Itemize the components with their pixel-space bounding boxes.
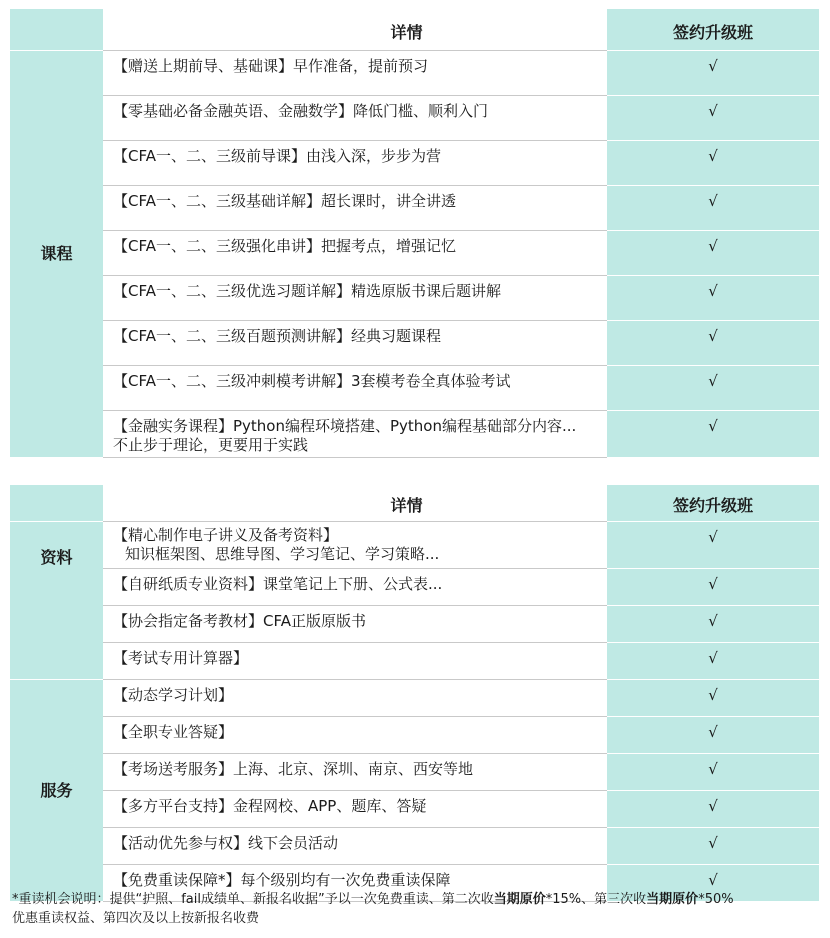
category-materials-label: 资料	[40, 547, 73, 567]
table-row	[10, 679, 819, 716]
table-row	[10, 410, 819, 457]
footnote-line2: 优惠重读权益、第四次及以上按新报名收费	[12, 911, 260, 926]
table-row	[10, 365, 819, 410]
check-mark: √	[607, 521, 819, 568]
table-row	[10, 185, 819, 230]
table-row	[10, 716, 819, 753]
header-plan: 签约升级班	[607, 9, 819, 51]
row-detail-line1: 【金融实务课程】Python编程环境搭建、Python编程基础部分内容...	[113, 416, 577, 435]
row-detail: 【协会指定备考教材】CFA正版原版书	[103, 605, 607, 642]
row-detail: 【多方平台支持】金程网校、APP、题库、答疑	[103, 790, 607, 827]
row-detail-line2: 不止步于理论，更要用于实践	[113, 435, 309, 454]
table-header-row	[10, 9, 819, 51]
check-mark: √	[607, 864, 819, 901]
row-detail: 【CFA一、二、三级前导课】由浅入深，步步为营	[103, 140, 607, 185]
row-detail: 【考场送考服务】上海、北京、深圳、南京、西安等地	[103, 753, 607, 790]
table-row	[10, 790, 819, 827]
header-blank-cell	[10, 9, 103, 51]
check-mark: √	[607, 679, 819, 716]
table-row	[10, 568, 819, 605]
row-detail-line2: 知识框架图、思维导图、学习笔记、学习策略...	[125, 544, 440, 563]
table-row	[10, 521, 819, 568]
footnote-bold1: 当期原价	[493, 892, 546, 907]
footnote-bold2: 当期原价	[646, 892, 699, 907]
row-detail-multiline	[103, 410, 607, 457]
header-detail: 详情	[103, 9, 607, 51]
table-row	[10, 320, 819, 365]
footnote-part1: *重读机会说明：提供“护照、fail成绩单、新报名收据”予以一次免费重读、第二次收	[12, 892, 494, 907]
table-row	[10, 827, 819, 864]
row-detail: 【考试专用计算器】	[103, 642, 607, 679]
footnote-part2: *15%、第三次收	[545, 892, 647, 907]
check-mark: √	[607, 790, 819, 827]
check-mark: √	[607, 827, 819, 864]
check-mark: √	[607, 140, 819, 185]
row-detail: 【免费重读保障*】每个级别均有一次免费重读保障	[103, 864, 607, 901]
check-mark: √	[607, 185, 819, 230]
footnote-part3: *50%	[698, 892, 734, 907]
retake-footnote	[12, 890, 818, 928]
row-detail-multiline	[103, 521, 607, 568]
row-detail: 【活动优先参与权】线下会员活动	[103, 827, 607, 864]
header-plan: 签约升级班	[607, 485, 819, 522]
row-detail: 【零基础必备金融英语、金融数学】降低门槛、顺利入门	[103, 95, 607, 140]
table-row	[10, 275, 819, 320]
row-detail: 【全职专业答疑】	[103, 716, 607, 753]
row-detail: 【CFA一、二、三级冲刺模考讲解】3套模考卷全真体验考试	[103, 365, 607, 410]
row-detail: 【CFA一、二、三级基础详解】超长课时，讲全讲透	[103, 185, 607, 230]
table-row	[10, 50, 819, 95]
table-row	[10, 95, 819, 140]
check-mark: √	[607, 716, 819, 753]
course-table	[10, 8, 819, 458]
row-detail: 【CFA一、二、三级强化串讲】把握考点，增强记忆	[103, 230, 607, 275]
table-row	[10, 753, 819, 790]
check-mark: √	[607, 275, 819, 320]
category-course: 课程	[10, 50, 103, 457]
check-mark: √	[607, 568, 819, 605]
check-mark: √	[607, 753, 819, 790]
header-detail: 详情	[103, 485, 607, 522]
row-detail-line1: 【精心制作电子讲义及备考资料】	[113, 525, 339, 544]
check-mark: √	[607, 605, 819, 642]
row-detail: 【CFA一、二、三级百题预测讲解】经典习题课程	[103, 320, 607, 365]
check-mark: √	[607, 365, 819, 410]
row-detail: 【自研纸质专业资料】课堂笔记上下册、公式表...	[103, 568, 607, 605]
check-mark: √	[607, 50, 819, 95]
check-mark: √	[607, 230, 819, 275]
category-services: 服务	[10, 679, 103, 901]
materials-services-table	[10, 484, 819, 902]
row-detail: 【CFA一、二、三级优选习题详解】精选原版书课后题讲解	[103, 275, 607, 320]
row-detail: 【赠送上期前导、基础课】早作准备，提前预习	[103, 50, 607, 95]
category-materials	[10, 521, 103, 679]
table-row	[10, 140, 819, 185]
check-mark: √	[607, 95, 819, 140]
header-blank-cell	[10, 485, 103, 522]
table-row	[10, 642, 819, 679]
check-mark: √	[607, 410, 819, 457]
table-header-row	[10, 485, 819, 522]
check-mark: √	[607, 642, 819, 679]
table-row	[10, 230, 819, 275]
row-detail: 【动态学习计划】	[103, 679, 607, 716]
check-mark: √	[607, 320, 819, 365]
table-row	[10, 605, 819, 642]
